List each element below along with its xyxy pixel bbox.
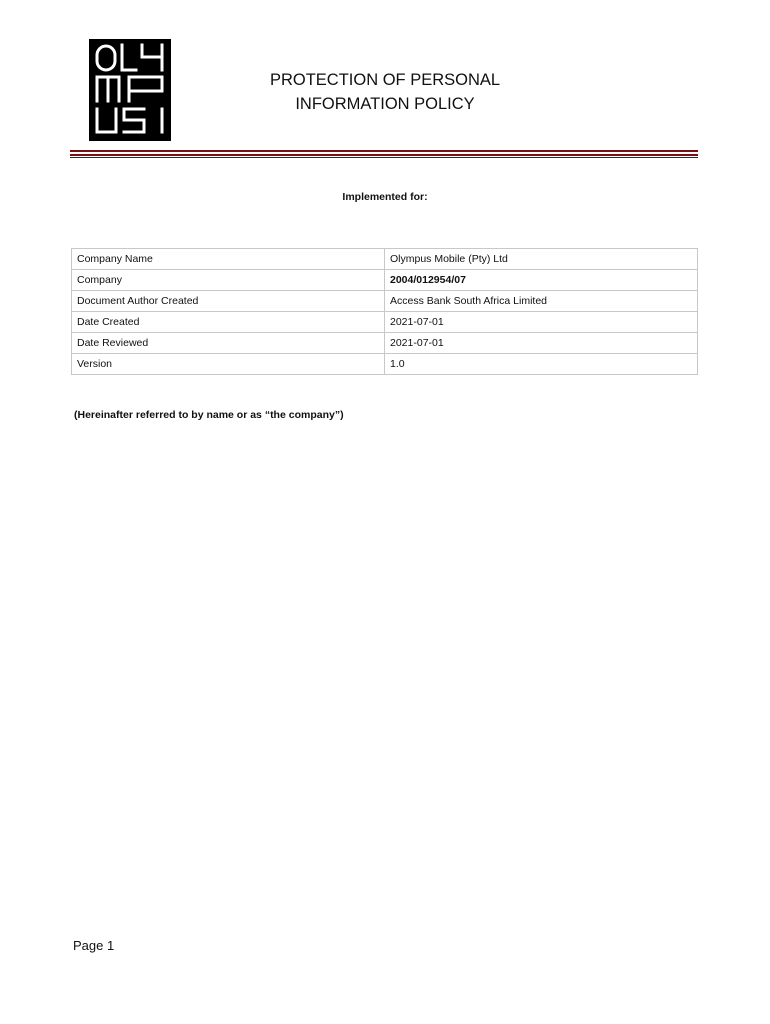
company-info-table xyxy=(71,248,698,375)
table-cell-value: 2021-07-01 xyxy=(385,333,698,354)
company-logo xyxy=(89,39,171,141)
table-row xyxy=(72,333,698,354)
table-row xyxy=(72,312,698,333)
table-cell-label: Document Author Created xyxy=(72,291,385,312)
table-row xyxy=(72,291,698,312)
table-cell-value: 2021-07-01 xyxy=(385,312,698,333)
implemented-for-heading: Implemented for: xyxy=(342,191,428,203)
table-cell-label: Date Created xyxy=(72,312,385,333)
divider-line-top xyxy=(70,150,698,152)
document-title xyxy=(235,68,535,116)
table-cell-value: Access Bank South Africa Limited xyxy=(385,291,698,312)
table-row xyxy=(72,249,698,270)
table-cell-label: Company xyxy=(72,270,385,291)
table-cell-label: Company Name xyxy=(72,249,385,270)
page-number: Page 1 xyxy=(73,938,115,953)
hereinafter-note: (Hereinafter referred to by name or as “the company”) xyxy=(74,409,344,421)
divider-line-bottom xyxy=(70,157,698,158)
olympus-logo-icon xyxy=(89,39,171,141)
table-cell-value: 2004/012954/07 xyxy=(385,270,698,291)
table-cell-label: Version xyxy=(72,354,385,375)
table-row xyxy=(72,270,698,291)
document-title-line-2: INFORMATION POLICY xyxy=(295,95,475,113)
table-cell-label: Date Reviewed xyxy=(72,333,385,354)
header-divider xyxy=(70,150,698,160)
table-cell-value: Olympus Mobile (Pty) Ltd xyxy=(385,249,698,270)
document-title-line-1: PROTECTION OF PERSONAL xyxy=(269,71,501,89)
divider-line-middle xyxy=(70,154,698,156)
table-cell-value: 1.0 xyxy=(385,354,698,375)
table-row xyxy=(72,354,698,375)
